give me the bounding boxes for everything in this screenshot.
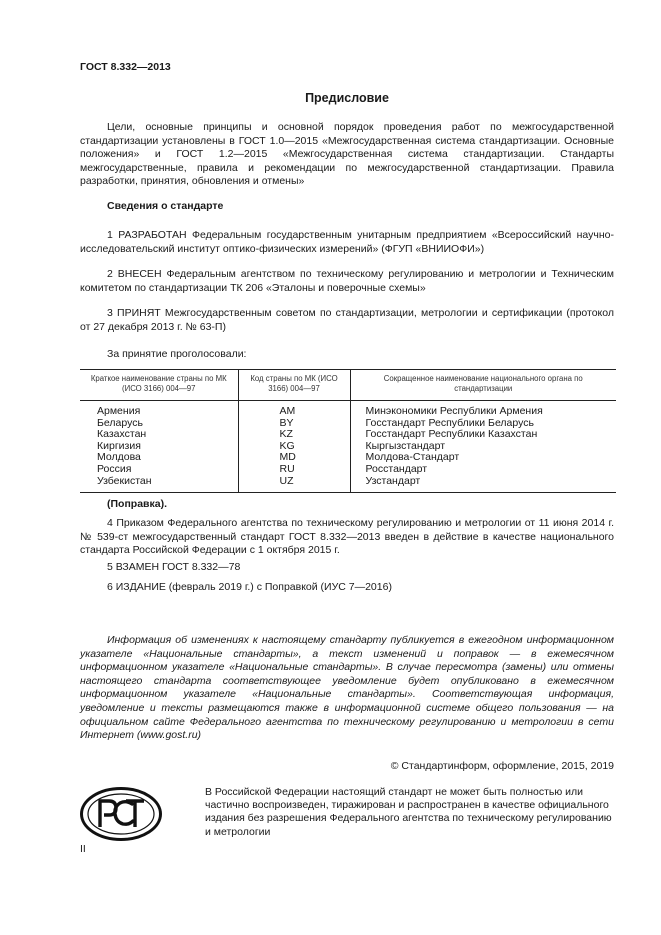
table-row	[80, 452, 616, 464]
table-row	[80, 441, 616, 453]
body-cell: Молдова-Стандарт	[350, 452, 616, 464]
standard-code-header: ГОСТ 8.332—2013	[80, 61, 171, 73]
code-cell: AM	[238, 401, 350, 418]
country-cell: Казахстан	[97, 428, 147, 441]
copyright-line: © Стандартинформ, оформление, 2015, 2019	[390, 760, 614, 772]
code-cell: MD	[238, 452, 350, 464]
body-cell: Госстандарт Республики Казахстан	[350, 429, 616, 441]
rst-logo-icon	[80, 787, 162, 846]
intro-paragraph: Цели, основные принципы и основной порядок проведения работ по межгосударственной стандартизации установлены в ГОСТ 1.0—2015 «Межгосударственная система стандартизации. Основные положения» и ГОСТ 1.2—2015 «Межгосударственная система стандартизации. Стандарты межгосударственные, правила и рекомендации по межгосударственной стандартизации. Правила разработки, принятия, обновления и отмены»	[80, 121, 614, 188]
item-replaces: 5 ВЗАМЕН ГОСТ 8.332—78	[107, 561, 241, 573]
country-cell: Киргизия	[97, 439, 141, 452]
code-cell: UZ	[238, 476, 350, 493]
item-adopted: 3 ПРИНЯТ Межгосударственным советом по стандартизации, метрологии и сертификации (протокол от 27 декабря 2013 г. № 63-П)	[80, 307, 614, 333]
table-row	[80, 464, 616, 476]
country-cell: Молдова	[97, 451, 141, 464]
item-introduced: 2 ВНЕСЕН Федеральным агентством по техническому регулированию и метрологии и Техническим комитетом по стандартизации ТК 206 «Эталоны и поверочные схемы»	[80, 268, 614, 294]
country-cell: Армения	[97, 405, 141, 417]
amendment-label: (Поправка).	[107, 498, 168, 510]
table-row	[80, 401, 616, 418]
changes-notice: Информация об изменениях к настоящему стандарту публикуется в ежегодном информационном указателе «Национальные стандарты», а текст изменений и поправок — в ежемесячном информационном указателе «Национальные стандарты». В случае пересмотра (замены) или отмены настоящего стандарта соответствующее уведомление будет опубликовано в ежемесячном информационном указателе «Национальные стандарты». Соответствующая информация, уведомление и тексты размещаются также в информационной системе общего пользования — на официальном сайте Федерального агентства по техническому регулированию и метрологии в сети Интернет (www.gost.ru)	[80, 634, 614, 742]
item-enacted: 4 Приказом Федерального агентства по техническому регулированию и метрологии от 11 июня 2014 г. № 539-ст межгосударственный стандарт ГОСТ 8.332—2013 введен в действие в качестве национального стандарта Российской Федерации с 1 октября 2015 г.	[80, 517, 614, 557]
body-cell: Минэкономики Республики Армения	[350, 401, 616, 418]
body-cell: Госстандарт Республики Беларусь	[350, 418, 616, 430]
header-country: Краткое наименование страны по МК (ИСО 3166) 004—97	[80, 370, 238, 401]
page-title: Предисловие	[305, 91, 389, 105]
country-cell: Узбекистан	[80, 476, 238, 493]
table-row	[80, 429, 616, 441]
voted-label: За принятие проголосовали:	[107, 348, 247, 360]
code-cell: RU	[238, 464, 350, 476]
item-edition: 6 ИЗДАНИЕ (февраль 2019 г.) с Поправкой (ИУС 7—2016)	[107, 581, 392, 593]
table-header-row	[80, 370, 616, 401]
code-cell: KZ	[238, 429, 350, 441]
page-number: II	[80, 843, 86, 855]
reprint-notice: В Российской Федерации настоящий стандарт не может быть полностью или частично воспроизведен, тиражирован и распространен в качестве официального издания без разрешения Федерального агентства по техническому регулированию и метрологии	[205, 786, 612, 838]
item-developed: 1 РАЗРАБОТАН Федеральным государственным унитарным предприятием «Всероссийский научно-исследовательский институт оптико-физических измерений» (ФГУП «ВНИИОФИ»)	[80, 229, 614, 255]
header-body: Сокращенное наименование национального органа по стандартизации	[350, 370, 616, 401]
voting-table	[80, 369, 616, 493]
info-heading: Сведения о стандарте	[107, 200, 224, 212]
country-cell: Россия	[97, 462, 132, 475]
code-cell: BY	[238, 418, 350, 430]
body-cell: Росстандарт	[350, 464, 616, 476]
table-row	[80, 476, 616, 493]
body-cell: Узстандарт	[350, 476, 616, 493]
country-cell: Беларусь	[97, 416, 143, 429]
header-code: Код страны по МК (ИСО 3166) 004—97	[238, 370, 350, 401]
code-cell: KG	[238, 441, 350, 453]
body-cell: Кыргызстандарт	[350, 441, 616, 453]
